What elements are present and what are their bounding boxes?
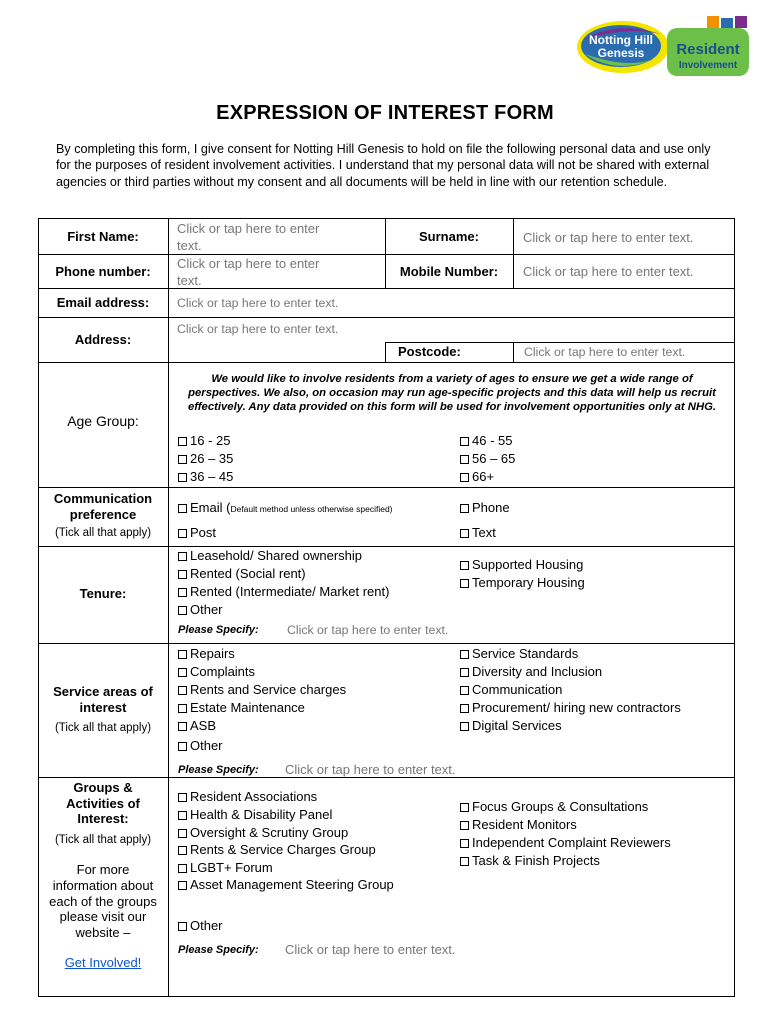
service-communication-checkbox[interactable] [460,681,562,699]
age-26-35-checkbox[interactable] [178,450,233,468]
service-repairs-checkbox[interactable] [178,645,235,663]
checkbox-icon [178,529,187,538]
service-other-checkbox[interactable] [178,737,223,755]
checkbox-icon [178,606,187,615]
option-label: 26 – 35 [190,451,234,466]
communication-preference-label: Communication preference [53,491,153,522]
checkbox-icon [178,588,187,597]
checkbox-icon [460,504,469,513]
option-label: Estate Maintenance [190,700,305,715]
option-label: 16 - 25 [190,433,231,448]
tenure-intermediate-rent-checkbox[interactable] [178,583,389,601]
surname-label: Surname: [419,229,479,244]
postcode-input[interactable]: Click or tap here to enter text. [524,345,686,359]
phone-number-label: Phone number: [55,264,151,279]
age-group-note: We would like to involve residents from a variety of ages to ensure we get a wide range of perspectives. We also, on occasion may run age-specific projects and this data will help us recruit effectively. Any data provided on this form will be used for involvement opportunities only at NHG. [187,373,717,414]
first-name-label: First Name: [67,229,139,244]
checkbox-icon [178,704,187,713]
option-label: Resident Associations [190,789,318,804]
option-label: Post [190,525,217,540]
service-rents-checkbox[interactable] [178,681,346,699]
option-label: Service Standards [472,646,579,661]
logo-text-line2: Genesis [597,46,645,60]
option-label: 56 – 65 [472,451,516,466]
service-asb-checkbox[interactable] [178,717,216,735]
option-label: Rented (Intermediate/ Market rent) [190,584,390,599]
checkbox-icon [178,811,187,820]
logo-text-line1: Notting Hill [589,33,653,47]
first-name-placeholder: Click or tap here to enter [177,221,320,236]
row-divider [38,546,735,547]
checkbox-icon [178,793,187,802]
option-label: Other [190,918,223,933]
option-label: Digital Services [472,718,562,733]
communication-tick-note: (Tick all that apply) [54,527,152,539]
column-divider [513,218,514,288]
checkbox-icon [178,668,187,677]
label-column-divider [168,218,169,997]
service-tick-note: (Tick all that apply) [54,722,152,734]
tenure-specify-input[interactable]: Click or tap here to enter text. [287,623,449,637]
option-label: Phone [472,500,510,515]
tenure-other-checkbox[interactable] [178,601,223,619]
checkbox-icon [460,473,469,482]
checkbox-icon [460,722,469,731]
age-66-plus-checkbox[interactable] [460,468,494,486]
groups-activities-label: Groups & Activities of Interest: [66,780,140,826]
tenure-label: Tenure: [79,586,127,601]
option-label: Other [190,738,223,753]
checkbox-icon [178,722,187,731]
option-label: Procurement/ hiring new contractors [472,700,681,715]
option-label: Communication [472,682,563,697]
option-label: Rented (Social rent) [190,566,306,581]
checkbox-icon [178,922,187,931]
email-address-input[interactable]: Click or tap here to enter text. [177,296,339,310]
first-name-input[interactable] [177,220,382,254]
checkbox-icon [460,839,469,848]
row-divider [38,254,735,255]
service-standards-checkbox[interactable] [460,645,578,663]
option-label: LGBT+ Forum [190,860,273,875]
option-label: Health & Disability Panel [190,807,333,822]
age-group-label: Age Group: [67,413,139,429]
checkbox-icon [460,455,469,464]
age-46-55-checkbox[interactable] [460,432,512,450]
checkbox-icon [178,829,187,838]
checkbox-icon [460,437,469,446]
get-involved-link[interactable]: Get Involved! [64,955,142,970]
group-task-finish-checkbox[interactable] [460,852,600,870]
age-36-45-checkbox[interactable] [178,468,233,486]
comm-text-checkbox[interactable] [460,524,496,542]
group-lgbt-forum-checkbox[interactable] [178,859,273,877]
service-specify-input[interactable]: Click or tap here to enter text. [285,762,456,777]
group-resident-monitors-checkbox[interactable] [460,816,577,834]
checkbox-icon [178,742,187,751]
phone-placeholder: Click or tap here to enter [177,256,320,271]
option-label: 36 – 45 [190,469,234,484]
address-label: Address: [74,332,132,347]
service-diversity-checkbox[interactable] [460,663,602,681]
logo-house-icon [707,16,719,28]
page-title: EXPRESSION OF INTEREST FORM [216,102,554,124]
postcode-divider [385,342,735,343]
checkbox-icon [460,686,469,695]
option-label: Resident Monitors [472,817,577,832]
group-oversight-scrutiny-checkbox[interactable] [178,824,348,842]
surname-input[interactable]: Click or tap here to enter text. [523,230,694,245]
postcode-label: Postcode: [398,344,461,359]
option-label: Repairs [190,646,235,661]
group-rents-service-charges-checkbox[interactable] [178,841,376,859]
groups-specify-label: Please Specify: [178,944,259,956]
option-label: Other [190,602,223,617]
option-label: Temporary Housing [472,575,585,590]
logo-house-icon-3 [735,16,747,28]
checkbox-icon [178,570,187,579]
checkbox-icon [178,846,187,855]
option-label: Email ( [190,500,231,515]
checkbox-icon [178,686,187,695]
comm-phone-checkbox[interactable] [460,499,510,517]
service-complaints-checkbox[interactable] [178,663,255,681]
first-name-placeholder-cont: text. [177,238,202,253]
checkbox-icon [178,650,187,659]
row-divider [38,487,735,488]
phone-placeholder-cont: text. [177,273,202,288]
checkbox-icon [460,650,469,659]
group-resident-associations-checkbox[interactable] [178,788,317,806]
group-focus-groups-checkbox[interactable] [460,798,648,816]
option-label: Rents & Service Charges Group [190,842,376,857]
checkbox-icon [460,857,469,866]
nhg-resident-involvement-logo [575,14,753,82]
option-label: Independent Complaint Reviewers [472,835,671,850]
checkbox-icon [178,552,187,561]
checkbox-icon [460,704,469,713]
tenure-specify-label: Please Specify: [178,624,259,636]
checkbox-icon [460,803,469,812]
service-areas-label: Service areas of interest [53,684,153,715]
tenure-supported-housing-checkbox[interactable] [460,556,583,574]
checkbox-icon [178,455,187,464]
consent-paragraph: By completing this form, I give consent for Notting Hill Genesis to hold on file the following personal data and use only for the purposes of resident involvement activities. I understand that my personal data will not be shared with external agencies or third parties without my consent and all documents will be held in line with our retention schedule. [56,142,711,189]
group-complaint-reviewers-checkbox[interactable] [460,834,671,852]
option-label: Diversity and Inclusion [472,664,603,679]
option-label: 66+ [472,469,495,484]
row-divider [38,362,735,363]
checkbox-icon [460,529,469,538]
mobile-number-input[interactable]: Click or tap here to enter text. [523,264,694,279]
row-divider [38,643,735,644]
tenure-social-rent-checkbox[interactable] [178,565,306,583]
option-label: Text [472,525,496,540]
email-default-note: Default method unless otherwise specified) [230,504,393,514]
phone-number-input[interactable] [177,255,382,289]
group-asset-management-checkbox[interactable] [178,876,394,894]
checkbox-icon [460,821,469,830]
checkbox-icon [178,864,187,873]
option-label: Leasehold/ Shared ownership [190,548,363,563]
checkbox-icon [178,437,187,446]
logo-text-line4: Involvement [678,60,738,71]
service-digital-checkbox[interactable] [460,717,562,735]
group-other-checkbox[interactable] [178,917,223,935]
tenure-temporary-housing-checkbox[interactable] [460,574,585,592]
option-label: ASB [190,718,217,733]
postcode-column-divider [513,342,514,362]
mobile-number-label: Mobile Number: [399,264,499,279]
checkbox-icon [178,504,187,513]
checkbox-icon [460,579,469,588]
age-56-65-checkbox[interactable] [460,450,515,468]
groups-specify-input[interactable]: Click or tap here to enter text. [285,942,456,957]
row-divider [38,288,735,289]
checkbox-icon [178,473,187,482]
groups-tick-note: (Tick all that apply) [54,834,152,846]
option-label: Asset Management Steering Group [190,877,394,892]
service-specify-label: Please Specify: [178,764,259,776]
tenure-leasehold-checkbox[interactable] [178,547,362,565]
group-health-disability-checkbox[interactable] [178,806,332,824]
option-label: Supported Housing [472,557,584,572]
checkbox-icon [460,668,469,677]
option-label: 46 - 55 [472,433,513,448]
checkbox-icon [178,881,187,890]
option-label: Rents and Service charges [190,682,347,697]
logo-house-icon-2 [721,18,733,28]
service-procurement-checkbox[interactable] [460,699,681,717]
checkbox-icon [460,561,469,570]
logo-text-line3: Resident [676,41,740,58]
age-16-25-checkbox[interactable] [178,432,230,450]
email-address-label: Email address: [56,295,150,310]
comm-post-checkbox[interactable] [178,524,216,542]
option-label: Oversight & Scrutiny Group [190,825,349,840]
option-label: Task & Finish Projects [472,853,600,868]
groups-more-info: For more information about each of the groups please visit our website – [49,862,157,941]
option-label: Focus Groups & Consultations [472,799,649,814]
service-estate-maintenance-checkbox[interactable] [178,699,305,717]
row-divider [38,317,735,318]
comm-email-checkbox[interactable] [178,499,393,519]
option-label: Complaints [190,664,256,679]
address-input[interactable]: Click or tap here to enter text. [177,322,339,336]
